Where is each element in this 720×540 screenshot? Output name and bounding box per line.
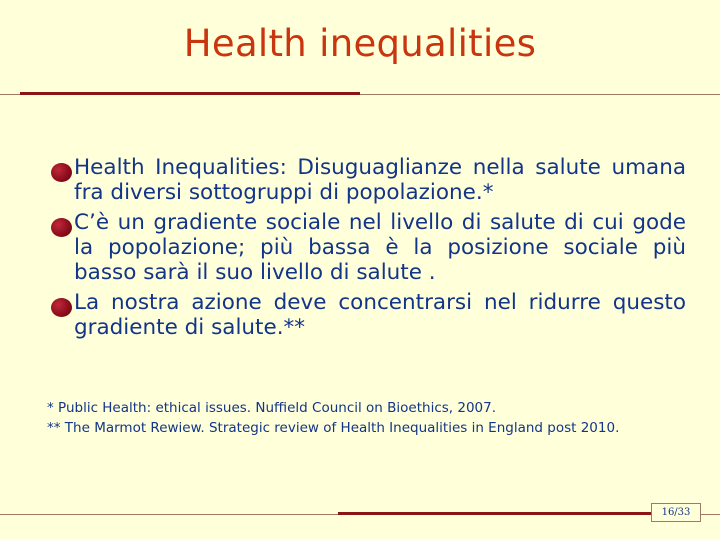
bullet-item bbox=[48, 290, 686, 340]
footnote: * Public Health: ethical issues. Nuffield Council on Bioethics, 2007. bbox=[47, 400, 497, 416]
page-number: 16/33 bbox=[651, 503, 701, 522]
round-bullet-icon bbox=[51, 163, 72, 182]
bullet-text: Health Inequalities: Disuguaglianze nella salute umana fra diversi sottogruppi di popolazione.* bbox=[74, 155, 686, 205]
bullet-text: C’è un gradiente sociale nel livello di salute di cui gode la popolazione; più bassa è la posizione sociale più basso sarà il suo livello di salute . bbox=[74, 210, 686, 285]
footnote: ** The Marmot Rewiew. Strategic review of Health Inequalities in England post 2010. bbox=[47, 420, 620, 436]
title-divider-thick bbox=[20, 92, 360, 95]
bullet-list bbox=[48, 155, 686, 345]
footnotes bbox=[47, 398, 707, 438]
footer-divider-thick bbox=[338, 512, 658, 515]
round-bullet-icon bbox=[51, 218, 72, 237]
slide-title: Health inequalities bbox=[183, 22, 537, 65]
round-bullet-icon bbox=[51, 298, 72, 317]
bullet-item bbox=[48, 155, 686, 205]
bullet-item bbox=[48, 210, 686, 285]
bullet-text: La nostra azione deve concentrarsi nel ridurre questo gradiente di salute.** bbox=[74, 290, 686, 340]
